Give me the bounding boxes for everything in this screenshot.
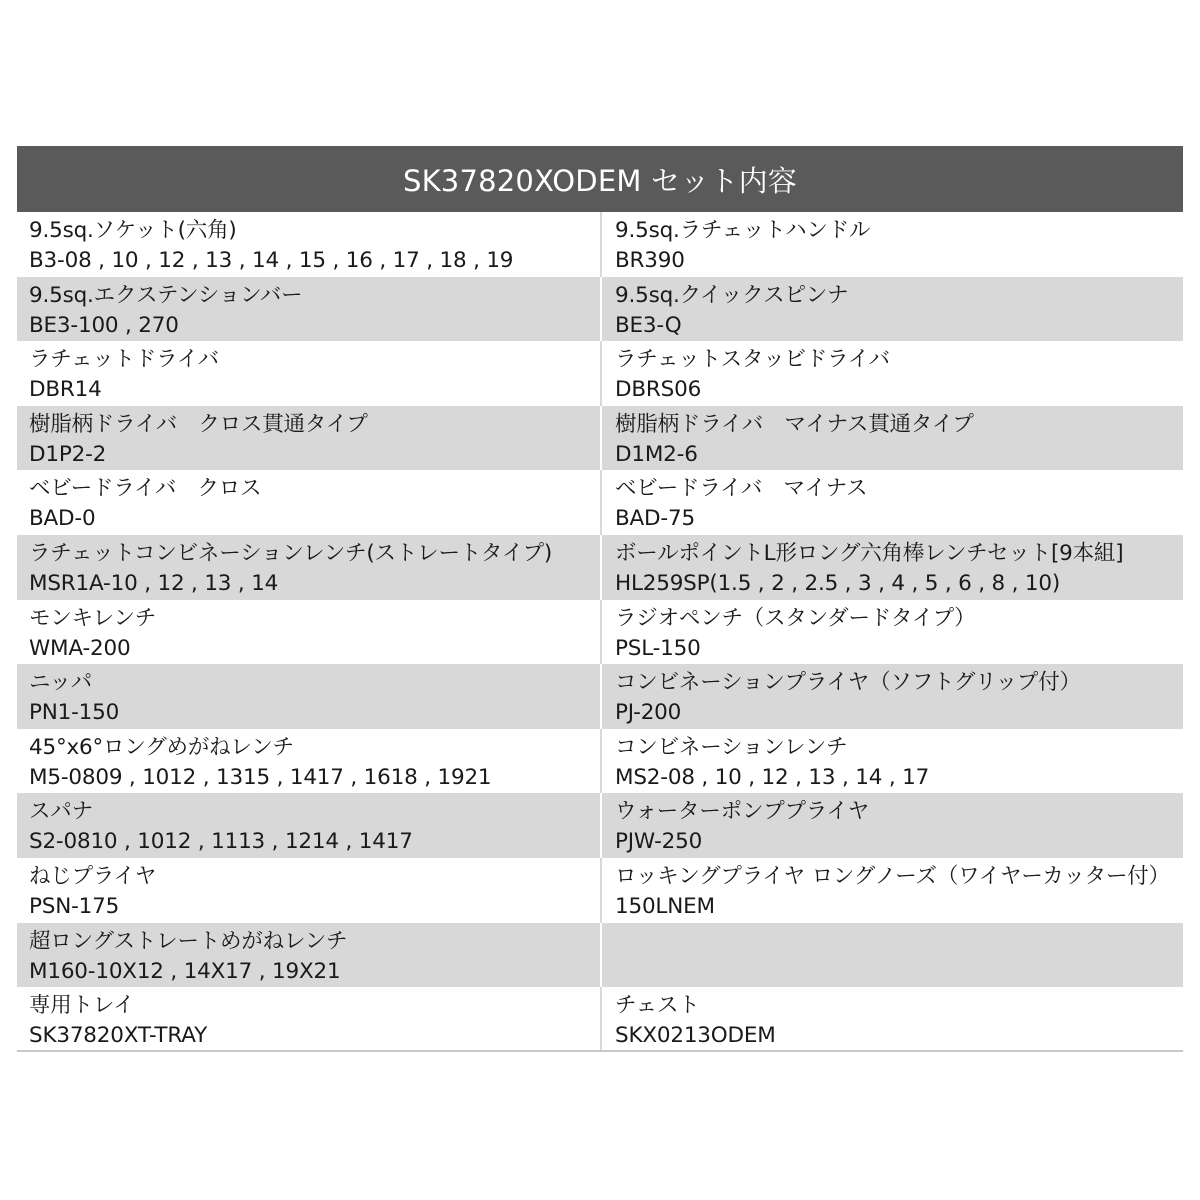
item-code: M160-10X12 , 14X17 , 19X21 [29, 958, 341, 984]
item-code: 150LNEM [615, 893, 715, 919]
item-code: B3-08 , 10 , 12 , 13 , 14 , 15 , 16 , 17 , 18 , 19 [29, 248, 514, 273]
item-code: HL259SP(1.5 , 2 , 2.5 , 3 , 4 , 5 , 6 , 8 , 10) [615, 570, 1061, 596]
item-code: MSR1A-10 , 12 , 13 , 14 [29, 570, 279, 596]
item-code: D1P2-2 [29, 441, 107, 467]
item-name: 9.5sq.エクステンションバー [29, 282, 303, 308]
table-row [17, 535, 1183, 600]
item-cell-right [600, 341, 1183, 406]
item-name: 超ロングストレートめがねレンチ [29, 928, 348, 954]
item-name: ラチェットコンビネーションレンチ(ストレートタイプ) [29, 540, 553, 566]
item-code: BAD-75 [615, 506, 695, 532]
item-cell-left [17, 535, 600, 600]
item-cell-right [600, 535, 1183, 600]
item-cell-right [600, 664, 1183, 729]
item-name: コンビネーションレンチ [615, 734, 848, 760]
item-cell-left [17, 793, 600, 858]
item-code: SK37820XT-TRAY [29, 1023, 208, 1049]
item-name: ベビードライバ マイナス [615, 476, 868, 502]
table-body [17, 212, 1183, 1052]
item-code: SKX0213ODEM [615, 1023, 776, 1049]
table-row [17, 341, 1183, 406]
item-cell-right [600, 858, 1183, 923]
table-row [17, 406, 1183, 471]
item-name: ニッパ [29, 670, 93, 696]
table-row [17, 923, 1183, 988]
item-code: PSN-175 [29, 893, 120, 919]
item-cell-left [17, 729, 600, 794]
item-cell-right [600, 277, 1183, 342]
item-name: ラジオペンチ（スタンダードタイプ） [615, 605, 976, 631]
item-name: ベビードライバ クロス [29, 476, 262, 502]
item-cell-right [600, 600, 1183, 665]
table-row [17, 277, 1183, 342]
item-code: PSL-150 [615, 635, 701, 661]
item-code: BE3-Q [615, 312, 682, 338]
item-name: ロッキングプライヤ ロングノーズ（ワイヤーカッター付） [615, 863, 1170, 889]
item-cell-right [600, 212, 1183, 277]
item-name: モンキレンチ [29, 605, 157, 631]
item-name: ねじプライヤ [29, 863, 157, 889]
item-cell-left [17, 664, 600, 729]
item-cell-left [17, 212, 600, 277]
item-name: スパナ [29, 799, 93, 825]
item-cell-right [600, 987, 1183, 1050]
item-cell-left [17, 600, 600, 665]
item-name: ウォーターポンププライヤ [615, 799, 870, 825]
item-cell-left [17, 923, 600, 988]
item-code: BE3-100 , 270 [29, 312, 179, 338]
item-name: ラチェットスタッビドライバ [615, 347, 890, 373]
item-code: DBRS06 [615, 377, 702, 403]
item-cell-right [600, 406, 1183, 471]
item-code: S2-0810 , 1012 , 1113 , 1214 , 1417 [29, 829, 413, 855]
item-name: 9.5sq.ソケット(六角) [29, 218, 237, 243]
item-code: WMA-200 [29, 635, 131, 661]
item-cell-right [600, 923, 1183, 988]
table-row [17, 664, 1183, 729]
item-cell-left [17, 341, 600, 406]
item-code: D1M2-6 [615, 441, 698, 467]
table-row [17, 858, 1183, 923]
table-row [17, 470, 1183, 535]
table-row [17, 793, 1183, 858]
item-name: 専用トレイ [29, 993, 135, 1019]
table-row [17, 212, 1183, 277]
item-cell-right [600, 470, 1183, 535]
item-cell-left [17, 277, 600, 342]
item-name: ボールポイントL形ロング六角棒レンチセット[9本組] [615, 540, 1124, 566]
item-name: 樹脂柄ドライバ クロス貫通タイプ [29, 411, 368, 437]
item-code: MS2-08 , 10 , 12 , 13 , 14 , 17 [615, 764, 930, 790]
item-name: 樹脂柄ドライバ マイナス貫通タイプ [615, 411, 974, 437]
item-code: PJW-250 [615, 829, 703, 855]
item-cell-left [17, 858, 600, 923]
item-cell-left [17, 987, 600, 1050]
item-code: M5-0809 , 1012 , 1315 , 1417 , 1618 , 1921 [29, 764, 492, 790]
item-cell-right [600, 793, 1183, 858]
set-contents-table [17, 146, 1183, 1052]
item-name: コンビネーションプライヤ（ソフトグリップ付） [615, 670, 1081, 696]
item-code: BAD-0 [29, 506, 96, 532]
item-cell-left [17, 406, 600, 471]
item-name: チェスト [615, 993, 700, 1019]
table-row [17, 600, 1183, 665]
table-row [17, 729, 1183, 794]
item-name: 9.5sq.ラチェットハンドル [615, 218, 871, 243]
item-name: 9.5sq.クイックスピンナ [615, 282, 849, 308]
table-title: SK37820XODEM セット内容 [17, 146, 1183, 212]
item-cell-left [17, 470, 600, 535]
item-cell-right [600, 729, 1183, 794]
item-code: PJ-200 [615, 700, 682, 726]
item-code: BR390 [615, 248, 685, 273]
item-name: 45°x6°ロングめがねレンチ [29, 734, 294, 760]
table-row [17, 987, 1183, 1052]
item-code: PN1-150 [29, 700, 120, 726]
item-code: DBR14 [29, 377, 102, 403]
item-name: ラチェットドライバ [29, 347, 219, 373]
